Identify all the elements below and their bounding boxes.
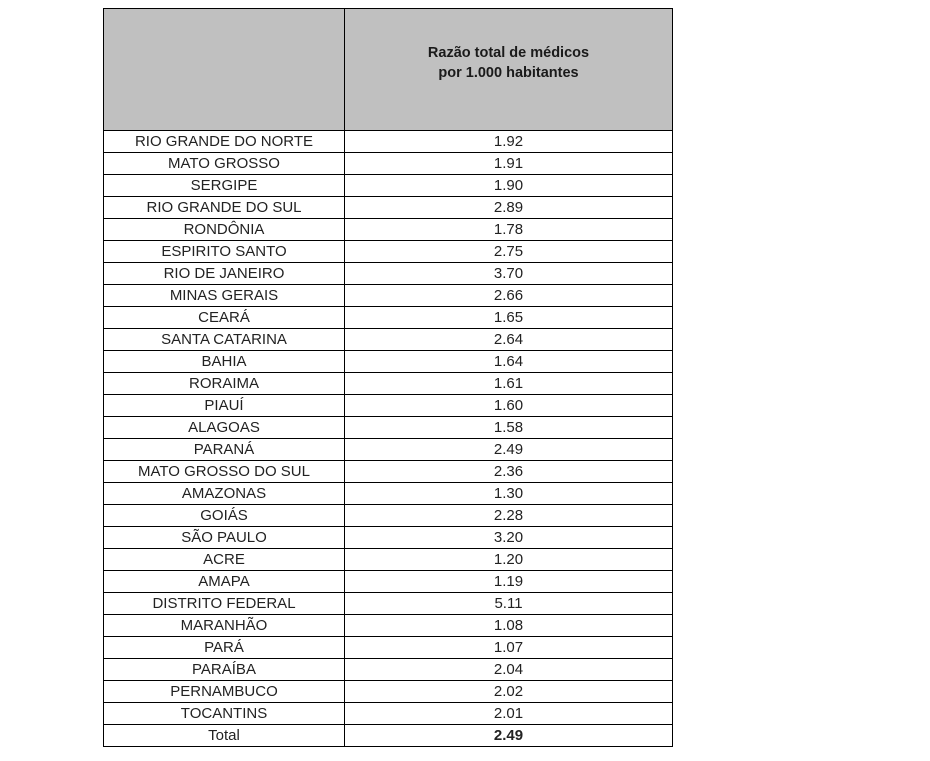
table-row — [104, 373, 673, 395]
header-state-cell — [104, 9, 345, 131]
state-name-cell: RIO GRANDE DO SUL — [104, 197, 345, 219]
ratio-value-cell: 1.19 — [345, 571, 673, 593]
ratio-value-cell: 3.70 — [345, 263, 673, 285]
ratio-value-cell: 1.78 — [345, 219, 673, 241]
table-header — [104, 9, 673, 131]
table-row — [104, 593, 673, 615]
header-ratio-cell — [345, 9, 673, 131]
ratio-value-cell: 1.90 — [345, 175, 673, 197]
ratio-value-cell: 2.75 — [345, 241, 673, 263]
state-name-cell: MATO GROSSO — [104, 153, 345, 175]
table-row — [104, 197, 673, 219]
table-row — [104, 571, 673, 593]
table-row — [104, 703, 673, 725]
state-name-cell: PERNAMBUCO — [104, 681, 345, 703]
ratio-value-cell: 1.65 — [345, 307, 673, 329]
state-name-cell: MATO GROSSO DO SUL — [104, 461, 345, 483]
physicians-ratio-table — [103, 8, 673, 747]
state-name-cell: AMAPA — [104, 571, 345, 593]
table-row — [104, 439, 673, 461]
table-row — [104, 549, 673, 571]
ratio-value-cell: 1.60 — [345, 395, 673, 417]
state-name-cell: TOCANTINS — [104, 703, 345, 725]
table-row — [104, 461, 673, 483]
total-value-cell: 2.49 — [345, 725, 673, 747]
ratio-value-cell: 1.08 — [345, 615, 673, 637]
ratio-value-cell: 2.64 — [345, 329, 673, 351]
state-name-cell: SANTA CATARINA — [104, 329, 345, 351]
state-name-cell: PARÁ — [104, 637, 345, 659]
header-ratio-line-1: Razão total de médicos — [427, 44, 590, 61]
state-name-cell: SERGIPE — [104, 175, 345, 197]
state-name-cell: PIAUÍ — [104, 395, 345, 417]
state-name-cell: MINAS GERAIS — [104, 285, 345, 307]
table-row — [104, 527, 673, 549]
state-name-cell: PARAÍBA — [104, 659, 345, 681]
table-row — [104, 241, 673, 263]
table-row — [104, 615, 673, 637]
ratio-value-cell: 1.20 — [345, 549, 673, 571]
table-row — [104, 263, 673, 285]
ratio-value-cell: 2.28 — [345, 505, 673, 527]
state-name-cell: ESPIRITO SANTO — [104, 241, 345, 263]
ratio-value-cell: 1.64 — [345, 351, 673, 373]
table-row — [104, 505, 673, 527]
state-name-cell: ALAGOAS — [104, 417, 345, 439]
state-name-cell: SÃO PAULO — [104, 527, 345, 549]
table-row — [104, 153, 673, 175]
ratio-value-cell: 2.36 — [345, 461, 673, 483]
table-row — [104, 285, 673, 307]
ratio-value-cell: 1.07 — [345, 637, 673, 659]
table-row — [104, 681, 673, 703]
table-row — [104, 637, 673, 659]
ratio-value-cell: 1.92 — [345, 131, 673, 153]
state-name-cell: BAHIA — [104, 351, 345, 373]
state-name-cell: ACRE — [104, 549, 345, 571]
ratio-value-cell: 3.20 — [345, 527, 673, 549]
table-body — [104, 131, 673, 747]
total-row — [104, 725, 673, 747]
state-name-cell: CEARÁ — [104, 307, 345, 329]
ratio-value-cell: 1.58 — [345, 417, 673, 439]
table-row — [104, 131, 673, 153]
state-name-cell: RONDÔNIA — [104, 219, 345, 241]
state-name-cell: PARANÁ — [104, 439, 345, 461]
state-name-cell: RIO GRANDE DO NORTE — [104, 131, 345, 153]
header-ratio-line-2: por 1.000 habitantes — [438, 64, 579, 81]
state-name-cell: DISTRITO FEDERAL — [104, 593, 345, 615]
table-row — [104, 659, 673, 681]
ratio-value-cell: 2.49 — [345, 439, 673, 461]
state-name-cell: RORAIMA — [104, 373, 345, 395]
table-row — [104, 329, 673, 351]
state-name-cell: AMAZONAS — [104, 483, 345, 505]
ratio-value-cell: 1.91 — [345, 153, 673, 175]
table-row — [104, 175, 673, 197]
state-name-cell: MARANHÃO — [104, 615, 345, 637]
table-row — [104, 219, 673, 241]
state-name-cell: RIO DE JANEIRO — [104, 263, 345, 285]
ratio-value-cell: 1.30 — [345, 483, 673, 505]
table-row — [104, 351, 673, 373]
ratio-value-cell: 2.66 — [345, 285, 673, 307]
table-row — [104, 483, 673, 505]
ratio-value-cell: 5.11 — [345, 593, 673, 615]
table-row — [104, 307, 673, 329]
ratio-value-cell: 2.01 — [345, 703, 673, 725]
ratio-value-cell: 1.61 — [345, 373, 673, 395]
header-row — [104, 9, 673, 131]
table-row — [104, 395, 673, 417]
ratio-value-cell: 2.04 — [345, 659, 673, 681]
state-name-cell: GOIÁS — [104, 505, 345, 527]
ratio-value-cell: 2.89 — [345, 197, 673, 219]
ratio-value-cell: 2.02 — [345, 681, 673, 703]
table-row — [104, 417, 673, 439]
total-label-cell: Total — [104, 725, 345, 747]
